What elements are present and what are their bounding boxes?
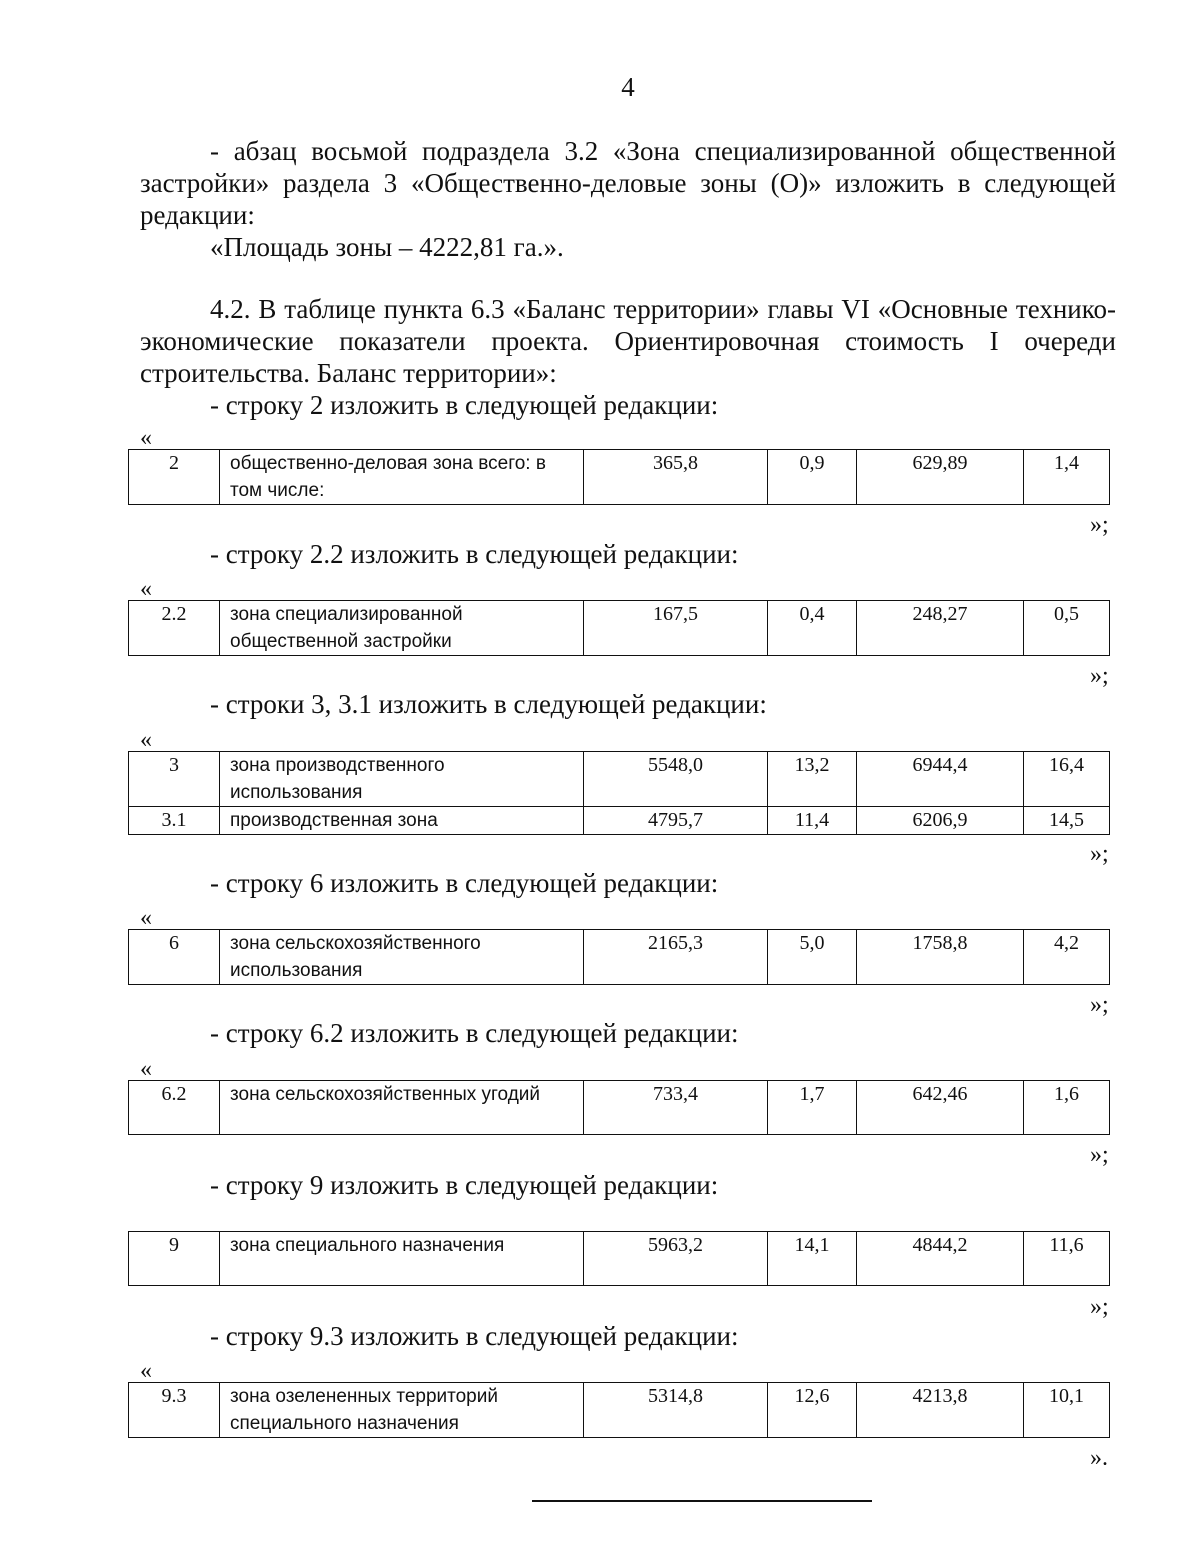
row-name: общественно-деловая зона всего: в том числе: <box>220 450 584 505</box>
row-value-3: 4844,2 <box>857 1232 1024 1286</box>
row-value-1: 733,4 <box>584 1081 768 1135</box>
quote-close: »; <box>1090 512 1109 538</box>
page-number: 4 <box>621 72 635 102</box>
row-value-3: 1758,8 <box>857 930 1024 985</box>
table-row <box>129 450 1110 505</box>
quote-open: « <box>140 905 152 931</box>
quote-open: « <box>140 727 152 753</box>
replacement-table <box>128 1080 1110 1135</box>
table-row <box>129 1081 1110 1135</box>
intro-paragraph-1: - абзац восьмой подраздела 3.2 «Зона специализированной общественной застройки» раздела 3 «Общественно-деловые зоны (О)» изложить в следующей редакции: <box>140 136 1116 230</box>
replacement-table <box>128 1231 1110 1286</box>
quote-close: »; <box>1090 841 1109 867</box>
table-row <box>129 930 1110 985</box>
replacement-table <box>128 600 1110 656</box>
row-name: зона сельскохозяйственных угодий <box>220 1081 584 1135</box>
row-value-2: 0,9 <box>768 450 857 505</box>
row-number: 2 <box>129 450 220 505</box>
row-name: зона озелененных территорий специального назначения <box>220 1383 584 1438</box>
table-row <box>129 807 1110 835</box>
row-value-3: 6206,9 <box>857 807 1024 835</box>
replacement-table <box>128 929 1110 985</box>
row-number: 3 <box>129 752 220 807</box>
row-value-4: 10,1 <box>1024 1383 1110 1438</box>
row-value-4: 14,5 <box>1024 807 1110 835</box>
section-instruction: - строки 3, 3.1 изложить в следующей редакции: <box>210 689 767 719</box>
row-value-2: 1,7 <box>768 1081 857 1135</box>
row-value-3: 629,89 <box>857 450 1024 505</box>
quote-close: »; <box>1090 1294 1109 1320</box>
quote-open: « <box>140 576 152 602</box>
row-value-1: 5314,8 <box>584 1383 768 1438</box>
table-row <box>129 601 1110 656</box>
row-name: зона специального назначения <box>220 1232 584 1286</box>
table-row <box>129 752 1110 807</box>
quote-open: « <box>140 1358 152 1384</box>
row-value-1: 5963,2 <box>584 1232 768 1286</box>
row-value-1: 365,8 <box>584 450 768 505</box>
row-name: зона производственного использования <box>220 752 584 807</box>
intro-paragraph-3: 4.2. В таблице пункта 6.3 «Баланс территории» главы VI «Основные технико-экономические показатели проекта. Ориентировочная стоимость I очереди строительства. Баланс территории»: <box>140 294 1116 388</box>
row-value-4: 16,4 <box>1024 752 1110 807</box>
row-value-1: 2165,3 <box>584 930 768 985</box>
row-name: производственная зона <box>220 807 584 835</box>
quote-open: « <box>140 425 152 451</box>
quote-close: »; <box>1090 992 1109 1018</box>
row-number: 2.2 <box>129 601 220 656</box>
end-rule <box>532 1500 872 1502</box>
row-number: 9 <box>129 1232 220 1286</box>
row-number: 6 <box>129 930 220 985</box>
row-value-3: 4213,8 <box>857 1383 1024 1438</box>
row-value-3: 248,27 <box>857 601 1024 656</box>
row-value-2: 14,1 <box>768 1232 857 1286</box>
section-instruction: - строку 6.2 изложить в следующей редакции: <box>210 1018 739 1048</box>
section-instruction: - строку 6 изложить в следующей редакции: <box>210 868 719 898</box>
row-value-4: 4,2 <box>1024 930 1110 985</box>
replacement-table <box>128 1382 1110 1438</box>
table-row <box>129 1232 1110 1286</box>
replacement-table <box>128 751 1110 835</box>
row-number: 6.2 <box>129 1081 220 1135</box>
row-value-4: 11,6 <box>1024 1232 1110 1286</box>
row-value-2: 13,2 <box>768 752 857 807</box>
row-number: 3.1 <box>129 807 220 835</box>
row-value-2: 12,6 <box>768 1383 857 1438</box>
row-value-3: 642,46 <box>857 1081 1024 1135</box>
row-value-2: 0,4 <box>768 601 857 656</box>
row-number: 9.3 <box>129 1383 220 1438</box>
section-instruction: - строку 2 изложить в следующей редакции: <box>210 390 719 420</box>
row-name: зона сельскохозяйственного использования <box>220 930 584 985</box>
section-instruction: - строку 9.3 изложить в следующей редакции: <box>210 1321 739 1351</box>
replacement-table <box>128 449 1110 505</box>
section-instruction: - строку 9 изложить в следующей редакции: <box>210 1170 719 1200</box>
quote-close: »; <box>1090 1142 1109 1168</box>
row-value-4: 1,6 <box>1024 1081 1110 1135</box>
row-value-4: 0,5 <box>1024 601 1110 656</box>
row-name: зона специализированной общественной застройки <box>220 601 584 656</box>
quote-close: »; <box>1090 663 1109 689</box>
row-value-2: 5,0 <box>768 930 857 985</box>
row-value-4: 1,4 <box>1024 450 1110 505</box>
row-value-2: 11,4 <box>768 807 857 835</box>
row-value-1: 167,5 <box>584 601 768 656</box>
row-value-1: 4795,7 <box>584 807 768 835</box>
section-instruction: - строку 2.2 изложить в следующей редакции: <box>210 539 739 569</box>
row-value-1: 5548,0 <box>584 752 768 807</box>
table-row <box>129 1383 1110 1438</box>
quote-close-final: ». <box>1090 1445 1108 1471</box>
quote-open: « <box>140 1056 152 1082</box>
intro-paragraph-2: «Площадь зоны – 4222,81 га.». <box>210 232 564 262</box>
row-value-3: 6944,4 <box>857 752 1024 807</box>
